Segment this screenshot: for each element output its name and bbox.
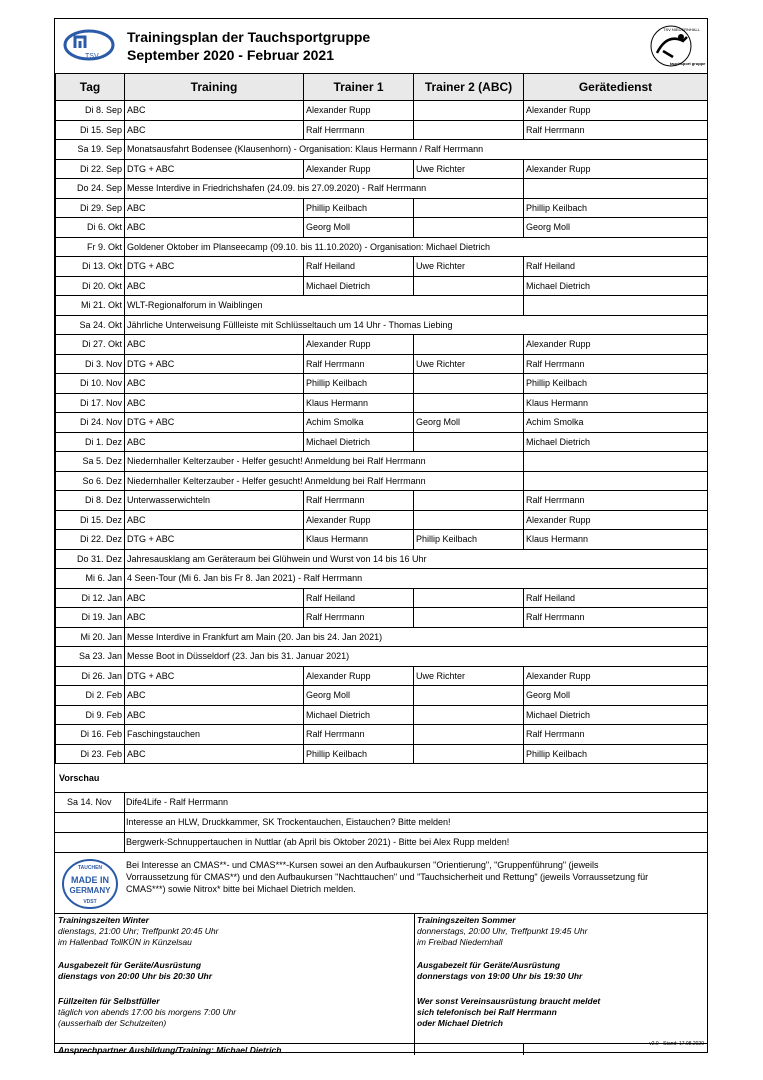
table-row <box>56 413 708 433</box>
table-row <box>56 101 708 121</box>
table-row <box>56 198 708 218</box>
table-row <box>56 744 708 764</box>
row-event: Niedernhaller Kelterzauber - Helfer gesucht! Anmeldung bei Ralf Herrmann <box>125 471 524 491</box>
row-tag: Di 10. Nov <box>56 374 125 394</box>
row-tag: Sa 19. Sep <box>56 140 125 160</box>
row-geraetedienst: Phillip Keilbach <box>524 198 708 218</box>
col-header-trainer2: Trainer 2 (ABC) <box>414 74 524 101</box>
row-geraetedienst: Ralf Herrmann <box>524 725 708 745</box>
row-tag: Di 3. Nov <box>56 354 125 374</box>
row-geraetedienst <box>524 296 708 316</box>
table-row <box>56 627 708 647</box>
row-training: Faschingstauchen <box>125 725 304 745</box>
row-trainer2 <box>414 198 524 218</box>
row-tag: Di 22. Sep <box>56 159 125 179</box>
preview-section <box>55 763 707 914</box>
fuell-title: Füllzeiten für Selbstfüller <box>58 996 160 1006</box>
row-trainer2 <box>414 120 524 140</box>
row-trainer1: Georg Moll <box>304 686 414 706</box>
row-geraetedienst: Alexander Rupp <box>524 335 708 355</box>
row-event: Jahresausklang am Geräteraum bei Glühwein und Wurst von 14 bis 16 Uhr <box>125 549 708 569</box>
row-trainer1: Michael Dietrich <box>304 432 414 452</box>
schedule-body <box>56 101 708 764</box>
row-geraetedienst: Ralf Herrmann <box>524 120 708 140</box>
row-tag: Di 24. Nov <box>56 413 125 433</box>
table-row <box>56 237 708 257</box>
row-geraetedienst: Ralf Heiland <box>524 257 708 277</box>
table-row <box>56 725 708 745</box>
table-row <box>56 218 708 238</box>
row-tag: Di 20. Okt <box>56 276 125 296</box>
row-tag: Mi 6. Jan <box>56 569 125 589</box>
row-trainer1: Alexander Rupp <box>304 510 414 530</box>
row-geraetedienst: Klaus Hermann <box>524 393 708 413</box>
row-trainer1: Phillip Keilbach <box>304 744 414 764</box>
row-geraetedienst: Ralf Herrmann <box>524 491 708 511</box>
row-training: ABC <box>125 101 304 121</box>
left-logo-text: TSV <box>85 53 99 60</box>
row-trainer1: Alexander Rupp <box>304 159 414 179</box>
row-tag: Mi 21. Okt <box>56 296 125 316</box>
preview-tag: Sa 14. Nov <box>67 797 112 807</box>
row-trainer2 <box>414 335 524 355</box>
row-tag: So 6. Dez <box>56 471 125 491</box>
row-trainer1: Alexander Rupp <box>304 335 414 355</box>
stamp-bottom-text: VDST <box>83 899 97 905</box>
row-geraetedienst: Alexander Rupp <box>524 510 708 530</box>
table-row <box>56 257 708 277</box>
row-geraetedienst: Georg Moll <box>524 218 708 238</box>
right-logo-bottom-text: tauchsport gruppe <box>670 61 706 66</box>
row-geraetedienst: Georg Moll <box>524 686 708 706</box>
row-event: 4 Seen-Tour (Mi 6. Jan bis Fr 8. Jan 2021) - Ralf Herrmann <box>125 569 708 589</box>
row-geraetedienst: Ralf Herrmann <box>524 354 708 374</box>
row-training: ABC <box>125 335 304 355</box>
row-tag: Di 19. Jan <box>56 608 125 628</box>
row-tag: Sa 23. Jan <box>56 647 125 667</box>
ausgabe-summer: donnerstags von 19:00 Uhr bis 19:30 Uhr <box>417 971 583 981</box>
title-line-2: September 2020 - Februar 2021 <box>127 47 334 63</box>
table-header-row <box>56 74 708 101</box>
row-event: Goldener Oktober im Planseecamp (09.10. bis 11.10.2020) - Organisation: Michael Dietrich <box>125 237 708 257</box>
preview-line-2: Interesse an HLW, Druckkammer, SK Trockentauchen, Eistauchen? Bitte melden! <box>126 817 451 827</box>
table-row <box>56 354 708 374</box>
stamp-mid2-text: GERMANY <box>69 886 111 895</box>
tauchsportgruppe-logo-icon <box>643 23 706 69</box>
table-row <box>56 471 708 491</box>
row-geraetedienst <box>524 179 708 199</box>
row-geraetedienst: Michael Dietrich <box>524 705 708 725</box>
fuell-line-2: (ausserhalb der Schulzeiten) <box>58 1018 167 1028</box>
table-row <box>56 452 708 472</box>
row-geraetedienst: Michael Dietrich <box>524 432 708 452</box>
title-line-1: Trainingsplan der Tauchsportgruppe <box>127 29 371 45</box>
row-tag: Di 15. Sep <box>56 120 125 140</box>
table-row <box>56 608 708 628</box>
preview-line-1: Dife4Life - Ralf Herrmann <box>126 797 229 807</box>
row-geraetedienst <box>524 471 708 491</box>
row-geraetedienst <box>524 452 708 472</box>
verein-line-2: sich telefonisch bei Ralf Herrmann <box>417 1007 557 1017</box>
row-trainer1: Phillip Keilbach <box>304 374 414 394</box>
row-tag: Di 6. Okt <box>56 218 125 238</box>
table-row <box>56 374 708 394</box>
row-training: ABC <box>125 432 304 452</box>
row-event: WLT-Regionalforum in Waiblingen <box>125 296 524 316</box>
schedule-table <box>55 73 708 764</box>
row-training: ABC <box>125 510 304 530</box>
row-tag: Di 15. Dez <box>56 510 125 530</box>
row-tag: Di 29. Sep <box>56 198 125 218</box>
row-trainer1: Achim Smolka <box>304 413 414 433</box>
tsv-logo-icon <box>63 28 115 62</box>
preview-line-4c: CMAS***) sowie Nitrox* bitte bei Michael Dietrich melden. <box>126 884 356 894</box>
table-row <box>56 647 708 667</box>
row-trainer1: Ralf Herrmann <box>304 120 414 140</box>
row-trainer1: Alexander Rupp <box>304 666 414 686</box>
row-geraetedienst: Michael Dietrich <box>524 276 708 296</box>
row-tag: Sa 24. Okt <box>56 315 125 335</box>
row-trainer1: Ralf Heiland <box>304 588 414 608</box>
row-event: Messe Interdive in Frankfurt am Main (20. Jan bis 24. Jan 2021) <box>125 627 708 647</box>
row-trainer2 <box>414 705 524 725</box>
header <box>55 19 706 74</box>
row-training: ABC <box>125 686 304 706</box>
verein-line-1: Wer sonst Vereinsausrüstung braucht meldet <box>417 996 601 1006</box>
summer-line-2: im Freibad Niedernhall <box>417 937 503 947</box>
row-geraetedienst: Klaus Hermann <box>524 530 708 550</box>
row-trainer2 <box>414 374 524 394</box>
row-trainer1: Alexander Rupp <box>304 101 414 121</box>
summer-line-1: donnerstags, 20:00 Uhr, Treffpunkt 19:45 Uhr <box>417 926 588 936</box>
row-training: ABC <box>125 705 304 725</box>
footer-info <box>55 913 707 1055</box>
row-training: ABC <box>125 744 304 764</box>
row-tag: Di 2. Feb <box>56 686 125 706</box>
row-trainer2 <box>414 725 524 745</box>
row-training: DTG + ABC <box>125 413 304 433</box>
summer-title: Trainingszeiten Sommer <box>417 915 516 925</box>
table-row <box>56 588 708 608</box>
row-tag: Di 13. Okt <box>56 257 125 277</box>
ausgabe-title-summer: Ausgabezeit für Geräte/Ausrüstung <box>417 960 561 970</box>
table-row <box>56 120 708 140</box>
row-geraetedienst: Phillip Keilbach <box>524 374 708 394</box>
training-plan-sheet <box>54 18 708 1053</box>
row-geraetedienst: Achim Smolka <box>524 413 708 433</box>
row-trainer1: Klaus Hermann <box>304 530 414 550</box>
table-row <box>56 432 708 452</box>
row-trainer2: Uwe Richter <box>414 257 524 277</box>
row-training: DTG + ABC <box>125 257 304 277</box>
table-row <box>56 549 708 569</box>
page-title <box>127 28 370 64</box>
row-tag: Di 26. Jan <box>56 666 125 686</box>
table-row <box>56 491 708 511</box>
row-training: ABC <box>125 608 304 628</box>
row-tag: Di 8. Dez <box>56 491 125 511</box>
row-trainer2 <box>414 608 524 628</box>
row-training: ABC <box>125 276 304 296</box>
row-trainer1: Ralf Herrmann <box>304 725 414 745</box>
row-event: Messe Interdive in Friedrichshafen (24.09. bis 27.09.2020) - Ralf Herrmann <box>125 179 524 199</box>
row-trainer1: Ralf Heiland <box>304 257 414 277</box>
table-row <box>56 530 708 550</box>
table-row <box>56 179 708 199</box>
table-row <box>56 666 708 686</box>
row-geraetedienst: Ralf Herrmann <box>524 608 708 628</box>
row-trainer2: Georg Moll <box>414 413 524 433</box>
col-header-training: Training <box>125 74 304 101</box>
row-trainer2: Uwe Richter <box>414 354 524 374</box>
preview-line-4b: Vorraussetzung für CMAS**) und den Aufbaukursen "Nachttauchen" und "Tauchsicherheit und Rettung" (jeweils Vorraussetzung für <box>126 872 649 882</box>
table-row <box>56 335 708 355</box>
row-tag: Di 27. Okt <box>56 335 125 355</box>
table-row <box>56 140 708 160</box>
preview-line-4a: Bei Interesse an CMAS**- und CMAS***-Kursen sowei an den Aufbaukursen "Orientierung", "Gruppenführung" (jeweils <box>126 860 599 870</box>
row-trainer2 <box>414 744 524 764</box>
fuell-line-1: täglich von abends 17:00 bis morgens 7:00 Uhr <box>58 1007 237 1017</box>
row-trainer1: Ralf Herrmann <box>304 608 414 628</box>
row-trainer2 <box>414 218 524 238</box>
made-in-germany-stamp-icon <box>61 858 119 910</box>
row-event: Messe Boot in Düsseldorf (23. Jan bis 31. Januar 2021) <box>125 647 708 667</box>
row-training: ABC <box>125 198 304 218</box>
row-tag: Di 16. Feb <box>56 725 125 745</box>
table-row <box>56 686 708 706</box>
table-row <box>56 296 708 316</box>
row-trainer1: Ralf Herrmann <box>304 354 414 374</box>
row-tag: Di 8. Sep <box>56 101 125 121</box>
table-row <box>56 276 708 296</box>
row-trainer2 <box>414 276 524 296</box>
right-logo-top-text: TSV NIEDERNHALL <box>663 27 700 32</box>
row-training: ABC <box>125 374 304 394</box>
row-tag: Di 12. Jan <box>56 588 125 608</box>
row-trainer2: Uwe Richter <box>414 666 524 686</box>
preview-label: Vorschau <box>59 773 100 783</box>
row-tag: Di 1. Dez <box>56 432 125 452</box>
table-row <box>56 510 708 530</box>
row-tag: Di 22. Dez <box>56 530 125 550</box>
row-tag: Do 31. Dez <box>56 549 125 569</box>
row-trainer1: Phillip Keilbach <box>304 198 414 218</box>
winter-line-2: im Hallenbad TollKÜN in Künzelsau <box>58 937 192 947</box>
row-trainer2 <box>414 491 524 511</box>
row-tag: Fr 9. Okt <box>56 237 125 257</box>
row-training: ABC <box>125 120 304 140</box>
row-trainer2 <box>414 432 524 452</box>
table-row <box>56 315 708 335</box>
ausgabe-winter: dienstags von 20:00 Uhr bis 20:30 Uhr <box>58 971 212 981</box>
table-row <box>56 159 708 179</box>
verein-line-3: oder Michael Dietrich <box>417 1018 503 1028</box>
table-row <box>56 393 708 413</box>
table-row <box>56 705 708 725</box>
row-geraetedienst: Alexander Rupp <box>524 666 708 686</box>
row-tag: Di 17. Nov <box>56 393 125 413</box>
row-tag: Sa 5. Dez <box>56 452 125 472</box>
row-trainer1: Ralf Herrmann <box>304 491 414 511</box>
row-training: DTG + ABC <box>125 159 304 179</box>
row-event: Niedernhaller Kelterzauber - Helfer gesucht! Anmeldung bei Ralf Herrmann <box>125 452 524 472</box>
row-tag: Mi 20. Jan <box>56 627 125 647</box>
row-geraetedienst: Alexander Rupp <box>524 101 708 121</box>
preview-line-3: Bergwerk-Schnuppertauchen in Nuttlar (ab April bis Oktober 2021) - Bitte bei Alex Rupp melden! <box>126 837 510 847</box>
col-header-tag: Tag <box>56 74 125 101</box>
row-geraetedienst: Ralf Heiland <box>524 588 708 608</box>
row-trainer2: Phillip Keilbach <box>414 530 524 550</box>
col-header-geraetedienst: Gerätedienst <box>524 74 708 101</box>
version-stamp: v2.0 - Stand: 17.08.2020 <box>649 1041 704 1047</box>
stamp-top-text: TAUCHEN <box>77 865 103 871</box>
ausgabe-title-winter: Ausgabezeit für Geräte/Ausrüstung <box>58 960 202 970</box>
row-trainer2 <box>414 686 524 706</box>
row-geraetedienst: Alexander Rupp <box>524 159 708 179</box>
contact-line: Ansprechpartner Ausbildung/Training: Michael Dietrich <box>58 1045 282 1055</box>
row-training: DTG + ABC <box>125 530 304 550</box>
col-header-trainer1: Trainer 1 <box>304 74 414 101</box>
winter-line-1: dienstags, 21:00 Uhr; Treffpunkt 20:45 Uhr <box>58 926 219 936</box>
row-trainer2: Uwe Richter <box>414 159 524 179</box>
row-trainer2 <box>414 588 524 608</box>
row-training: DTG + ABC <box>125 354 304 374</box>
row-training: Unterwasserwichteln <box>125 491 304 511</box>
row-trainer1: Georg Moll <box>304 218 414 238</box>
row-trainer2 <box>414 393 524 413</box>
table-row <box>56 569 708 589</box>
winter-title: Trainingszeiten Winter <box>58 915 149 925</box>
row-training: ABC <box>125 588 304 608</box>
row-trainer1: Michael Dietrich <box>304 705 414 725</box>
row-trainer1: Klaus Hermann <box>304 393 414 413</box>
row-trainer2 <box>414 510 524 530</box>
row-geraetedienst: Phillip Keilbach <box>524 744 708 764</box>
row-event: Monatsausfahrt Bodensee (Klausenhorn) - Organisation: Klaus Hermann / Ralf Herrmann <box>125 140 708 160</box>
row-tag: Do 24. Sep <box>56 179 125 199</box>
stamp-mid1-text: MADE IN <box>71 875 109 885</box>
row-trainer1: Michael Dietrich <box>304 276 414 296</box>
row-event: Jährliche Unterweisung Füllleiste mit Schlüsseltauch um 14 Uhr - Thomas Liebing <box>125 315 708 335</box>
row-training: ABC <box>125 393 304 413</box>
row-tag: Di 23. Feb <box>56 744 125 764</box>
row-tag: Di 9. Feb <box>56 705 125 725</box>
row-training: DTG + ABC <box>125 666 304 686</box>
row-trainer2 <box>414 101 524 121</box>
row-training: ABC <box>125 218 304 238</box>
